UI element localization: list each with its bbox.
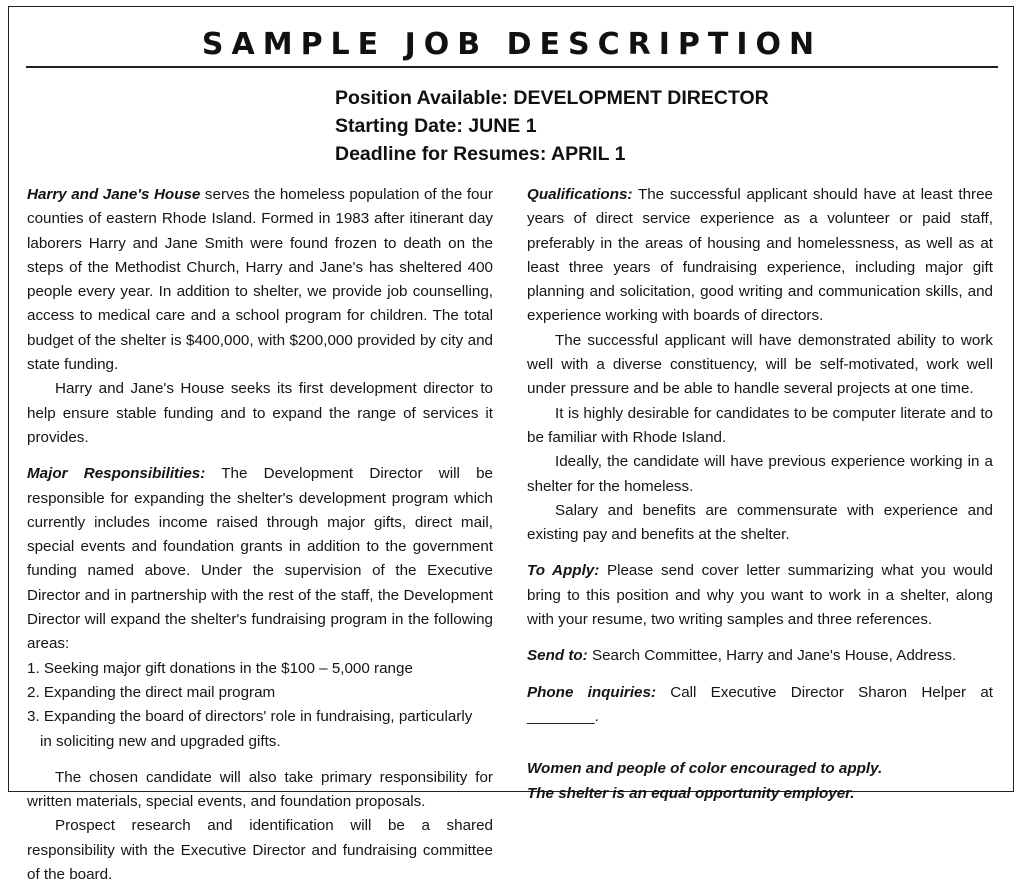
responsibilities-paragraph xyxy=(27,462,493,656)
intro-paragraph xyxy=(27,183,493,377)
salary-paragraph: Salary and benefits are commensurate with experience and existing pay and benefits at the shelter. xyxy=(527,501,993,544)
prospect-research-paragraph: Prospect research and identification will be a shared responsibility with the Executive Director and fundraising committee of the board. xyxy=(27,817,493,884)
list-item xyxy=(27,705,493,754)
list-number: 2. xyxy=(27,683,40,701)
list-text-continued: in soliciting new and upgraded gifts. xyxy=(40,732,281,750)
qualifications-paragraph-4: Ideally, the candidate will have previous experience working in a shelter for the homeless. xyxy=(527,453,993,495)
closing-line-2: The shelter is an equal opportunity employer. xyxy=(527,784,855,802)
qualifications-paragraph xyxy=(527,183,993,329)
org-name: Harry and Jane's House xyxy=(27,186,201,203)
closing-line-1: Women and people of color encouraged to apply. xyxy=(527,760,883,778)
title-rule xyxy=(26,66,998,68)
phone-paragraph xyxy=(527,681,993,730)
apply-heading: To Apply: xyxy=(527,562,600,580)
starting-date-line: Starting Date: JUNE 1 xyxy=(335,115,537,137)
send-to-paragraph xyxy=(527,644,993,668)
list-item xyxy=(27,681,493,705)
send-to-text: Search Committee, Harry and Jane's House, Address. xyxy=(587,647,957,665)
list-text: Expanding the board of directors' role in fundraising, particularly xyxy=(43,708,473,726)
qualifications-heading: Qualifications: xyxy=(527,186,633,203)
apply-paragraph xyxy=(527,559,993,632)
responsibilities-text: The Development Director will be responsible for expanding the shelter's development program which currently includes income raised through major gifts, direct mail, special events and foundation grants in addition to the government funding named above. Under the supervision of the Executive Director and in partnership with the rest of the staff, the Development Director will expand the shelter's fundraising program in the following areas: xyxy=(27,465,493,653)
list-text: Expanding the direct mail program xyxy=(43,683,276,701)
chosen-candidate-paragraph: The chosen candidate will also take primary responsibility for written materials, special events, and foundation proposals. xyxy=(27,768,493,811)
list-text: Seeking major gift donations in the $100 – 5,000 range xyxy=(43,659,413,677)
intro-paragraph-2: Harry and Jane's House seeks its first development director to help ensure stable funding and to expand the range of services it provides. xyxy=(27,380,493,446)
qualifications-paragraph-3: It is highly desirable for candidates to be computer literate and to be familiar with Rhode Island. xyxy=(527,404,993,446)
qualifications-text: The successful applicant should have at least three years of direct service experience as a volunteer or paid staff, preferably in the areas of housing and homelessness, as well as at least three years of fundraising experience, including major gift planning and solicitation, good writing and communication skills, and experience working with boards of directors. xyxy=(527,186,993,325)
right-column xyxy=(527,183,993,806)
responsibilities-heading: Major Responsibilities: xyxy=(27,465,206,483)
intro-text: serves the homeless population of the four counties of eastern Rhode Island. Formed in 1983 after itinerant day laborers Harry and Jane Smith were found frozen to death on the steps of the Methodist Church, Harry and Jane's has sheltered 400 people every year. In addition to shelter, we provide job counselling, access to medical care and a school program for children. The total budget of the shelter is $400,000, with $200,000 provided by city and state funding. xyxy=(27,186,493,374)
phone-heading: Phone inquiries: xyxy=(527,683,656,701)
list-item xyxy=(27,657,493,681)
qualifications-paragraph-2: The successful applicant will have demonstrated ability to work well with a diverse constituency, will be self-motivated, work well under pressure and be able to handle several projects at one time. xyxy=(527,331,993,398)
list-number: 1. xyxy=(27,659,40,677)
list-number: 3. xyxy=(27,708,40,726)
position-line: Position Available: DEVELOPMENT DIRECTOR xyxy=(335,87,769,109)
position-header xyxy=(335,84,769,168)
send-to-heading: Send to: xyxy=(527,647,588,665)
left-column xyxy=(27,183,493,887)
phone-text: Call Executive Director Sharon Helper at ________. xyxy=(527,683,993,725)
page-title: SAMPLE JOB DESCRIPTION xyxy=(201,27,823,62)
apply-text: Please send cover letter summarizing what you would bring to this position and why you want to work in a shelter, along with your resume, two writing samples and three references. xyxy=(527,562,993,629)
deadline-line: Deadline for Resumes: APRIL 1 xyxy=(335,143,626,165)
